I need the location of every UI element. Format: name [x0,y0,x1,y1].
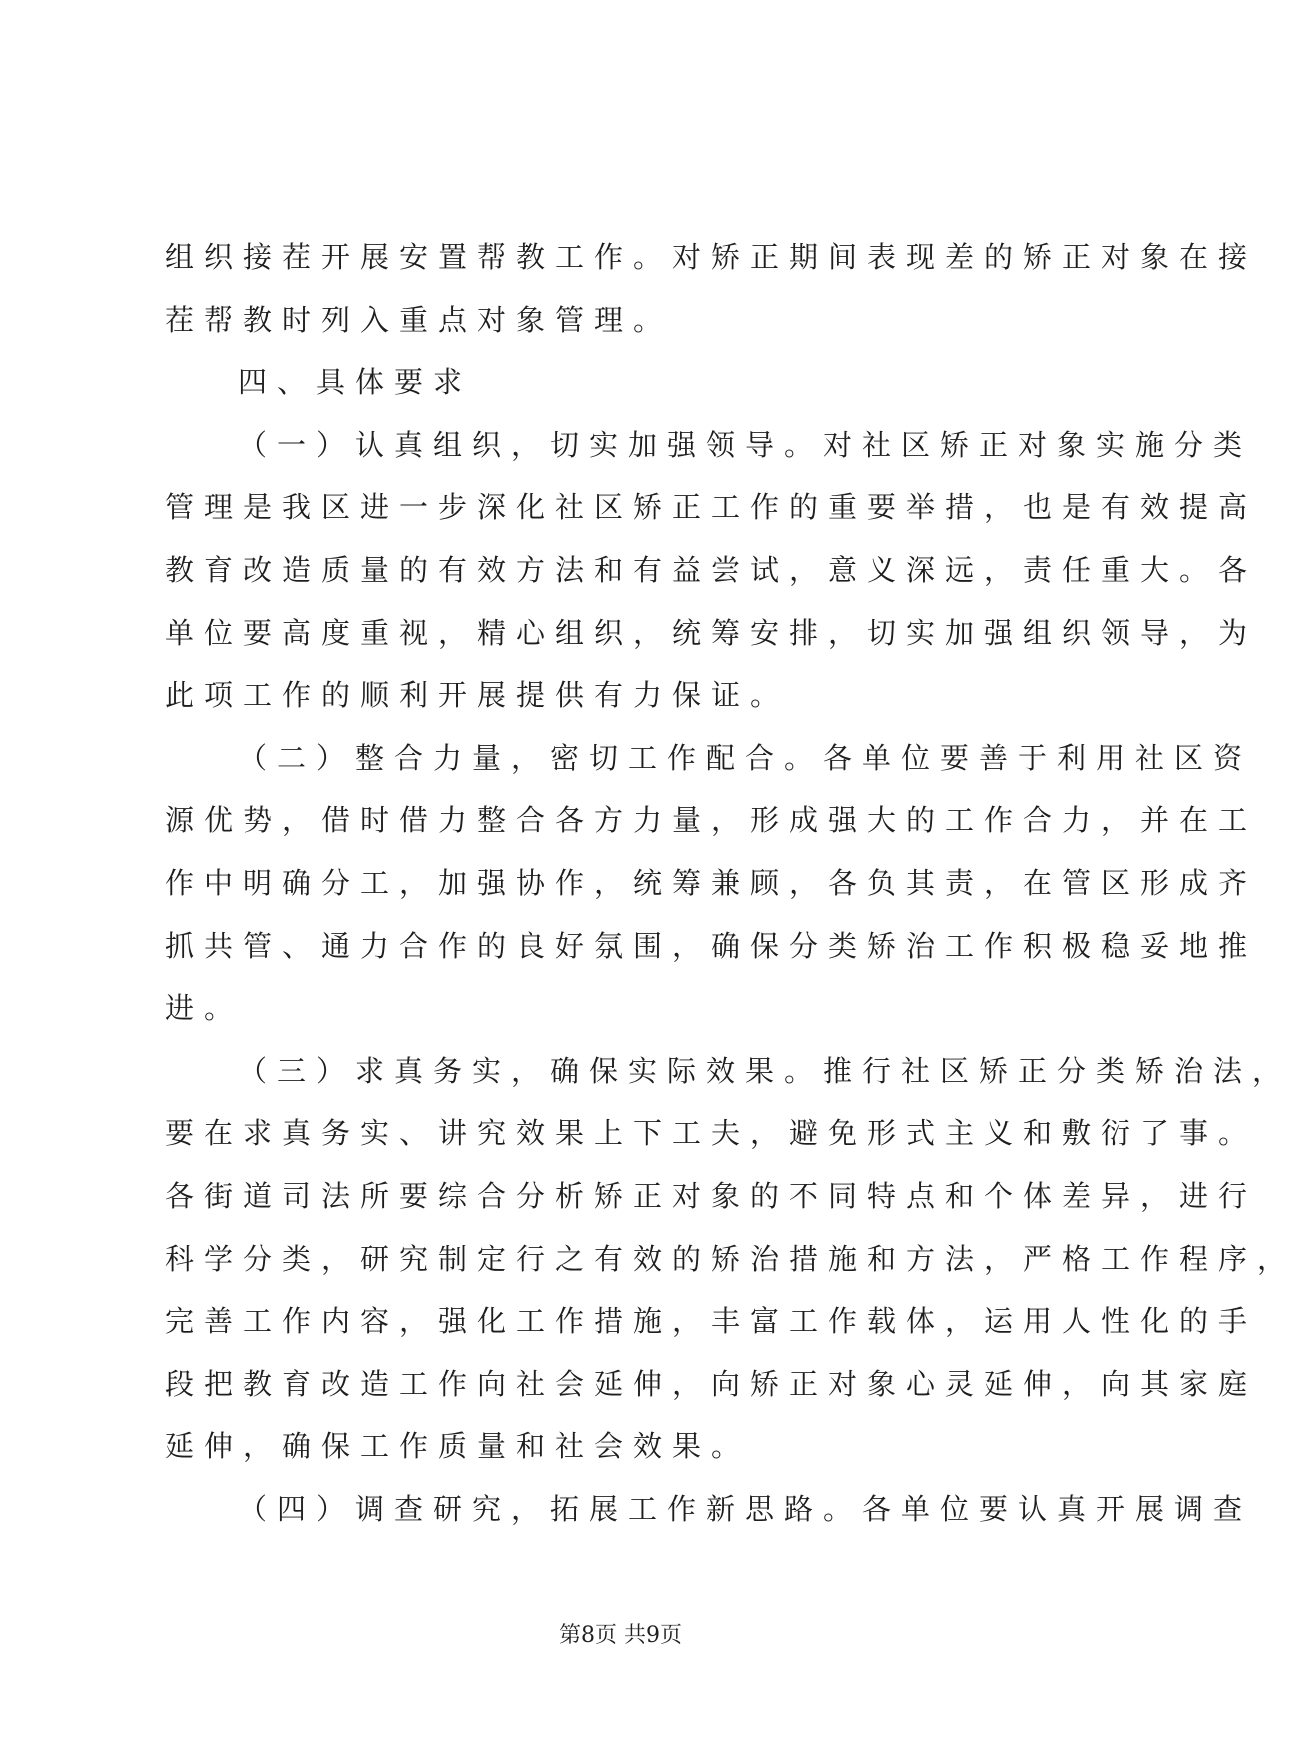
text-line: 延伸，确保工作质量和社会效果。 [165,1429,751,1464]
text-line: （四）调查研究，拓展工作新思路。各单位要认真开展调查 [238,1491,1253,1526]
text-line: 源优势，借时借力整合各方力量，形成强大的工作合力，并在工 [165,803,1258,838]
text-line: 此项工作的顺利开展提供有力保证。 [165,678,790,713]
text-line: （三）求真务实，确保实际效果。推行社区矫正分类矫治法， [238,1053,1292,1088]
text-line: 段把教育改造工作向社会延伸，向矫正对象心灵延伸，向其家庭 [165,1366,1258,1401]
text-line: 作中明确分工，加强协作，统筹兼顾，各负其责，在管区形成齐 [165,865,1258,900]
text-line: 要在求真务实、讲究效果上下工夫，避免形式主义和敷衍了事。 [165,1116,1258,1151]
text-line: 茬帮教时列入重点对象管理。 [165,302,673,337]
text-line: 单位要高度重视，精心组织，统筹安排，切实加强组织领导，为 [165,615,1258,650]
page-number-footer: 第8页 共9页 [559,1623,682,1648]
text-line: 组织接茬开展安置帮教工作。对矫正期间表现差的矫正对象在接 [165,240,1258,274]
text-line: 进。 [165,991,244,1026]
text-line: 各街道司法所要综合分析矫正对象的不同特点和个体差异，进行 [165,1178,1258,1213]
text-line: 抓共管、通力合作的良好氛围，确保分类矫治工作积极稳妥地推 [165,928,1258,963]
text-line: 完善工作内容，强化工作措施，丰富工作载体，运用人性化的手 [165,1304,1258,1339]
text-line: 教育改造质量的有效方法和有益尝试，意义深远，责任重大。各 [165,552,1258,587]
text-line: 科学分类，研究制定行之有效的矫治措施和方法，严格工作程序， [165,1241,1296,1276]
text-line: 管理是我区进一步深化社区矫正工作的重要举措，也是有效提高 [165,490,1258,525]
text-line: （二）整合力量，密切工作配合。各单位要善于利用社区资 [238,740,1253,775]
body-text [165,226,1296,1540]
text-line: （一）认真组织，切实加强领导。对社区矫正对象实施分类 [238,427,1253,462]
section-heading: 四、具体要求 [238,365,473,400]
